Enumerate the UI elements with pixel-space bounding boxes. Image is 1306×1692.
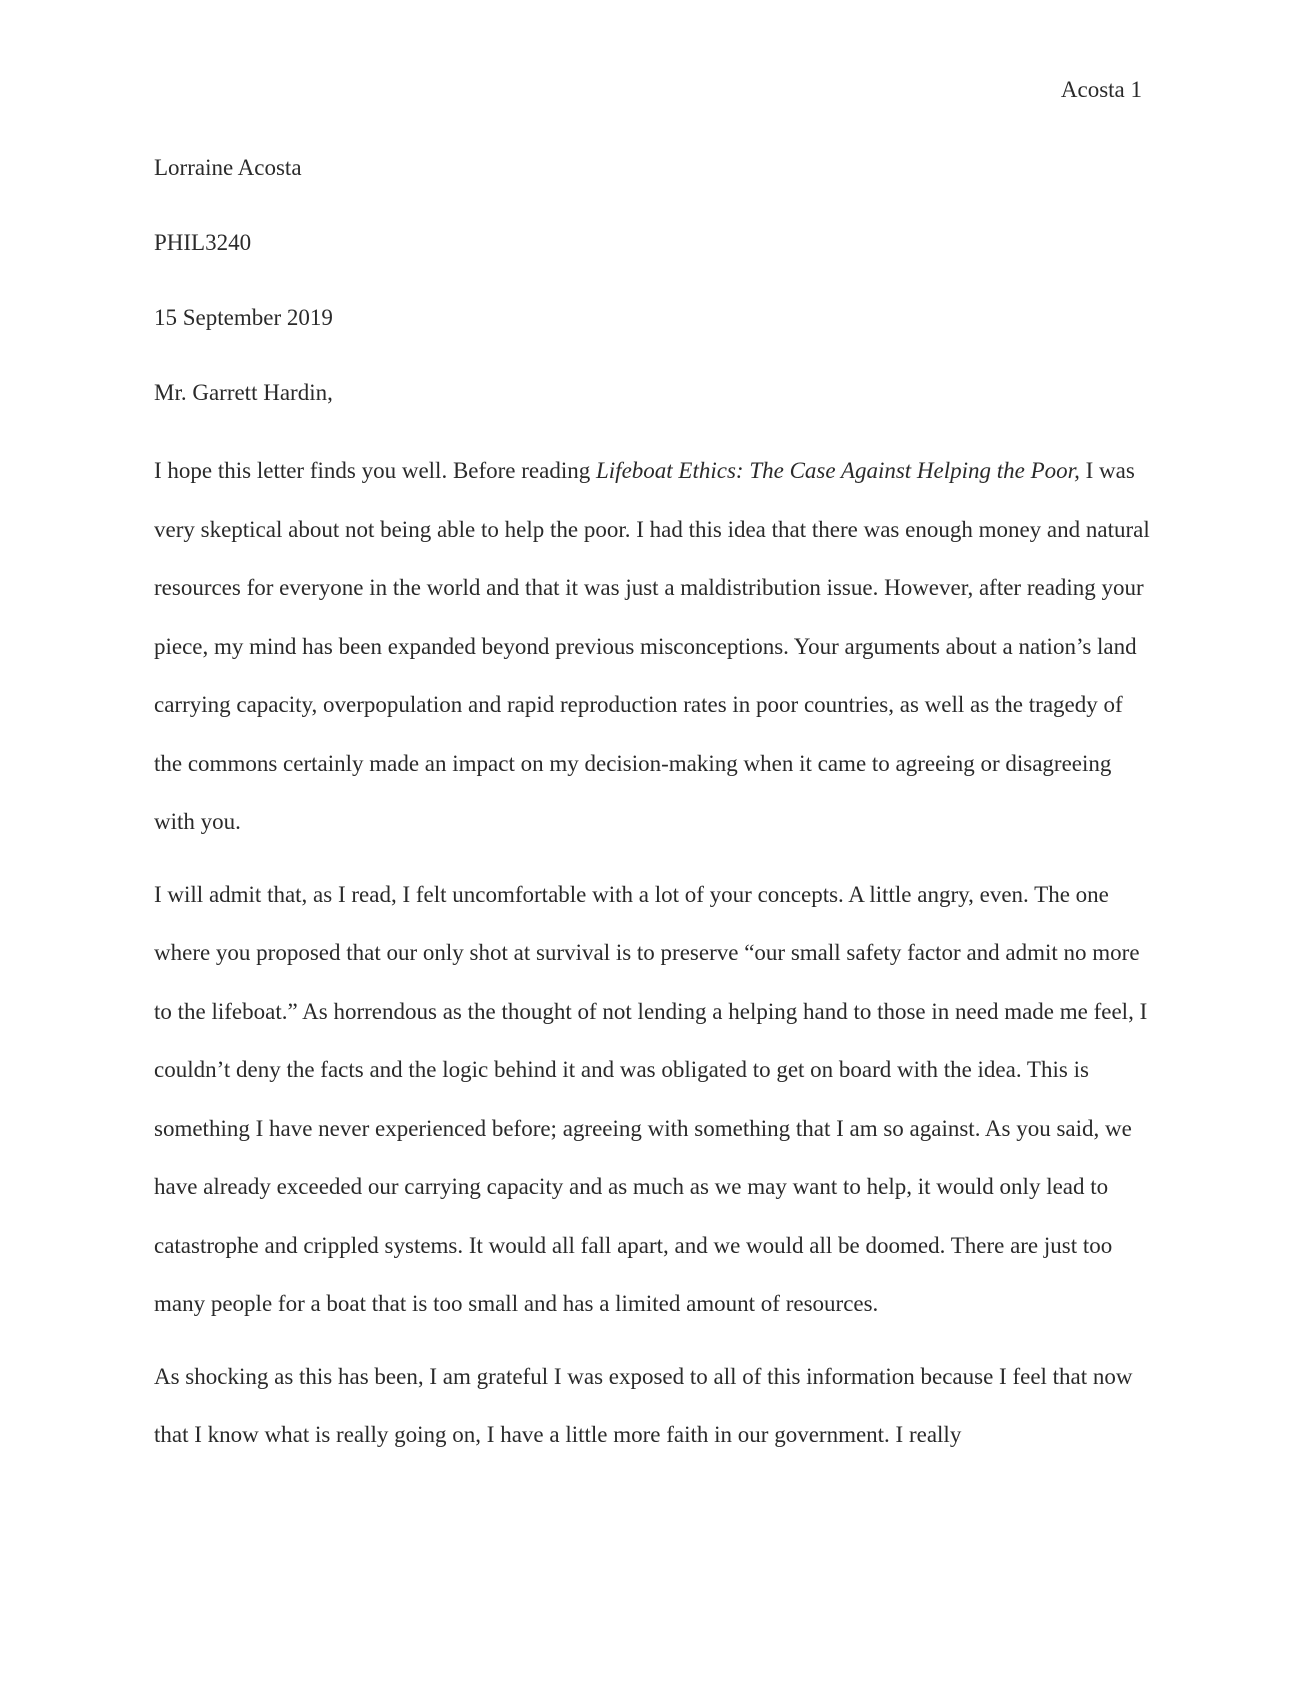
page-header: Acosta 1 xyxy=(1060,77,1142,102)
salutation: Mr. Garrett Hardin, xyxy=(154,380,333,405)
letter-content xyxy=(154,154,1154,1479)
paragraph-1 xyxy=(154,442,1154,852)
course-code: PHIL3240 xyxy=(154,230,252,255)
author-name: Lorraine Acosta xyxy=(154,155,302,180)
book-title: Lifeboat Ethics: The Case Against Helping the Poor, xyxy=(596,458,1080,483)
paragraph-2: I will admit that, as I read, I felt uncomfortable with a lot of your concepts. A little angry, even. The one where you proposed that our only shot at survival is to preserve “our small safety factor and admit no more to the lifeboat.” As horrendous as the thought of not lending a helping hand to those in need made me feel, I couldn’t deny the facts and the logic behind it and was obligated to get on board with the idea. This is something I have never experienced before; agreeing with something that I am so against. As you said, we have already exceeded our carrying capacity and as much as we may want to help, it would only lead to catastrophe and crippled systems. It would all fall apart, and we would all be doomed. There are just too many people for a boat that is too small and has a limited amount of resources. xyxy=(154,881,1148,1316)
paragraph-1-rest: I was very skeptical about not being able to help the poor. I had this idea that there was enough money and natural resources for everyone in the world and that it was just a maldistribution issue. However, after reading your piece, my mind has been expanded beyond previous misconceptions. Your arguments about a nation’s land carrying capacity, overpopulation and rapid reproduction rates in poor countries, as well as the tragedy of the commons certainly made an impact on my decision-making when it came to agreeing or disagreeing with you. xyxy=(154,458,1150,834)
paragraph-3: As shocking as this has been, I am grateful I was exposed to all of this information because I feel that now that I know what is really going on, I have a little more faith in our government. I really xyxy=(154,1363,1133,1447)
letter-date: 15 September 2019 xyxy=(154,305,333,330)
paragraph-1-intro: I hope this letter finds you well. Before reading xyxy=(154,458,596,483)
